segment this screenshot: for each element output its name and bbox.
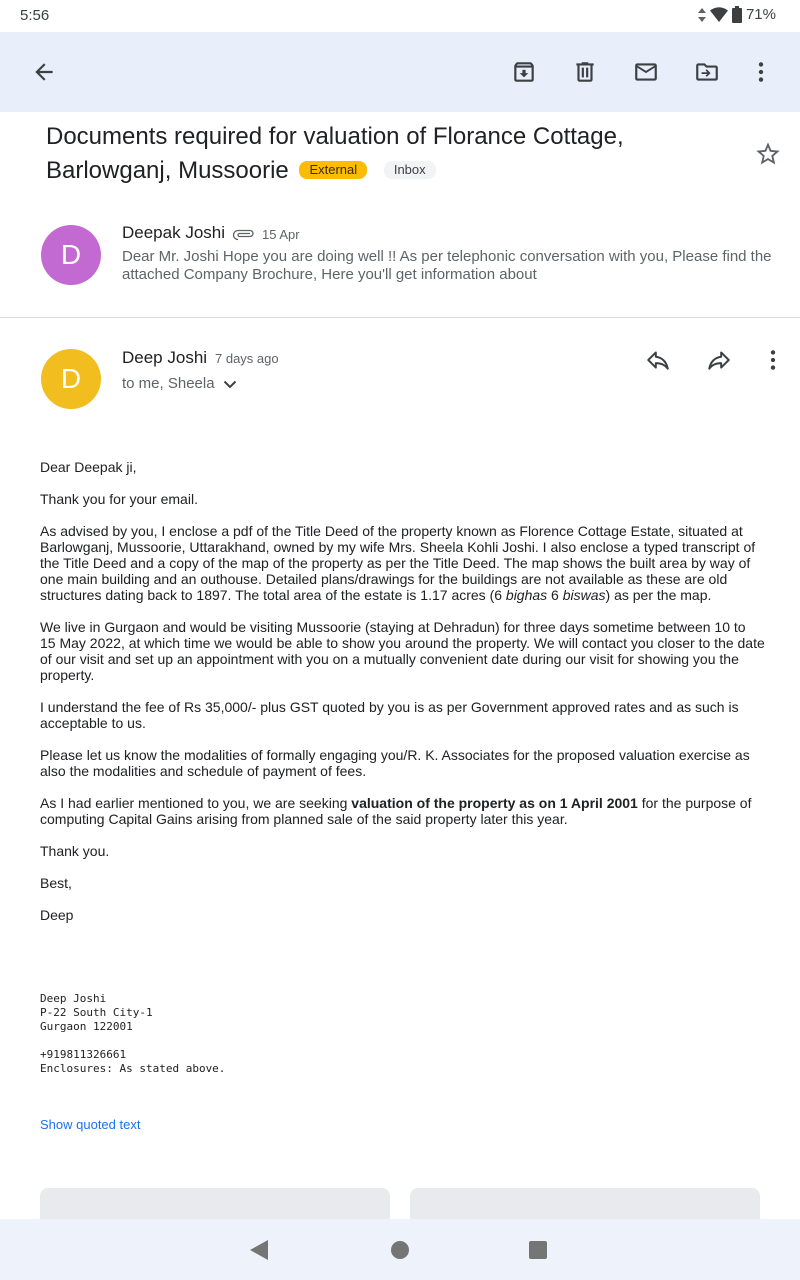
- body-italic: bighas: [505, 587, 548, 603]
- external-label: External: [299, 161, 367, 179]
- sender-name: Deepak Joshi: [122, 223, 226, 242]
- body-paragraph: Thank you for your email.: [40, 491, 198, 507]
- message-date: 7 days ago: [215, 351, 279, 366]
- show-quoted-text-link[interactable]: Show quoted text: [40, 1117, 141, 1132]
- battery-icon: [732, 6, 742, 23]
- body-paragraph: [40, 795, 765, 827]
- status-icons: [698, 6, 776, 23]
- message-date: 15 Apr: [262, 227, 300, 242]
- subject-text: Documents required for valuation of Florance Cottage, Barlowganj, Mussoorie: [46, 123, 624, 184]
- app-bar: [0, 32, 800, 112]
- signature-name: Deep Joshi: [40, 992, 107, 1005]
- nav-home-button[interactable]: [388, 1238, 412, 1262]
- body-paragraph: Best,: [40, 875, 72, 891]
- body-text: As I had earlier mentioned to you, we are seeking: [40, 795, 352, 811]
- recipients-toggle[interactable]: [122, 375, 237, 392]
- body-paragraph: I understand the fee of Rs 35,000/- plus GST quoted by you is as per Government approved rates and as such is acceptable to us.: [40, 699, 739, 731]
- signature-phone: +919811326661: [40, 1048, 127, 1061]
- sender-name: Deep Joshi: [122, 348, 208, 367]
- body-paragraph: Please let us know the modalities of formally engaging you/R. K. Associates for the proposed valuation exercise as also the modalities and schedule of payment of fees.: [40, 747, 750, 779]
- body-bold: valuation of the property as on 1 April 2001: [351, 795, 638, 811]
- body-greeting: Dear Deepak ji,: [40, 459, 137, 475]
- wifi-icon: [710, 7, 728, 22]
- star-outline-icon: [754, 140, 782, 168]
- nav-back-button[interactable]: [247, 1238, 271, 1262]
- inbox-label[interactable]: Inbox: [384, 161, 436, 179]
- trash-icon: [572, 59, 598, 85]
- status-bar: [0, 0, 800, 32]
- attachment-icon: [232, 229, 256, 241]
- circle-home-icon: [390, 1240, 410, 1260]
- move-to-button[interactable]: [687, 52, 727, 92]
- message-meta: [232, 227, 300, 242]
- body-paragraph: [40, 523, 765, 603]
- back-arrow-icon: [31, 59, 57, 85]
- more-vert-icon: [748, 59, 774, 85]
- body-text: ) as per the map.: [605, 587, 712, 603]
- message-more-button[interactable]: [757, 344, 789, 376]
- message-snippet: Dear Mr. Joshi Hope you are doing well !! As per telephonic conversation with you, Please find the attached Company Brochure, Here you'll get information about: [122, 248, 772, 283]
- triangle-back-icon: [249, 1239, 269, 1261]
- signature-block: [40, 992, 225, 1076]
- data-arrows-icon: [698, 8, 706, 22]
- chevron-down-icon: [223, 379, 237, 389]
- body-text: As advised by you, I enclose a pdf of the Title Deed of the property known as Florence Cottage Estate, situated at Barlowganj, Mussoorie, Uttarakhand, owned by my wife Mrs. Sheela Kohli Joshi. I also enclose a typed transcript of the Title Deed and a copy of the map of the property as per the Title Deed. The map shows the built area by way of one main building and an outhouse. Detailed plans/drawings for the buildings are not available as these are old structures dating back to 1897. The total area of the estate is 1.17 acres (6: [40, 523, 756, 603]
- body-paragraph: Thank you.: [40, 843, 110, 859]
- reply-button[interactable]: [642, 344, 674, 376]
- system-nav-bar: [0, 1219, 800, 1280]
- forward-button[interactable]: [703, 344, 735, 376]
- more-vert-icon: [760, 347, 786, 373]
- body-text: 6: [547, 587, 563, 603]
- forward-icon: [706, 347, 732, 373]
- move-to-folder-icon: [694, 59, 720, 85]
- signature-address: P-22 South City-1: [40, 1006, 153, 1019]
- delete-button[interactable]: [565, 52, 605, 92]
- star-button[interactable]: [754, 140, 782, 168]
- back-button[interactable]: [24, 52, 64, 92]
- collapsed-message[interactable]: [0, 208, 800, 318]
- reply-icon: [645, 347, 671, 373]
- mark-unread-button[interactable]: [626, 52, 666, 92]
- nav-recents-button[interactable]: [526, 1238, 550, 1262]
- body-signoff: Deep: [40, 907, 74, 923]
- body-paragraph: We live in Gurgaon and would be visiting Mussoorie (staying at Dehradun) for three days sometime between 10 to 15 May 2022, at which time we would be able to show you around the property. We will contact you closer to the date of our visit and set up an appointment with you on a mutually convenient date during our visit for showing you the property.: [40, 619, 765, 683]
- archive-icon: [511, 59, 537, 85]
- square-recents-icon: [528, 1240, 548, 1260]
- email-subject: [46, 120, 726, 188]
- avatar: D: [41, 225, 101, 285]
- signature-address: Gurgaon 122001: [40, 1020, 133, 1033]
- archive-button[interactable]: [504, 52, 544, 92]
- status-time: 5:56: [20, 7, 50, 24]
- more-options-button[interactable]: [741, 52, 781, 92]
- avatar: D: [41, 349, 101, 409]
- recipients-text: to me, Sheela: [122, 375, 215, 392]
- signature-enclosures: Enclosures: As stated above.: [40, 1062, 226, 1075]
- body-text: for the purpose of computing Capital Gains arising from planned sale of the said property later this year.: [40, 795, 752, 827]
- battery-percent: 71%: [745, 6, 776, 23]
- body-italic: biswas: [562, 587, 606, 603]
- message-body: [40, 459, 765, 939]
- mail-icon: [633, 59, 659, 85]
